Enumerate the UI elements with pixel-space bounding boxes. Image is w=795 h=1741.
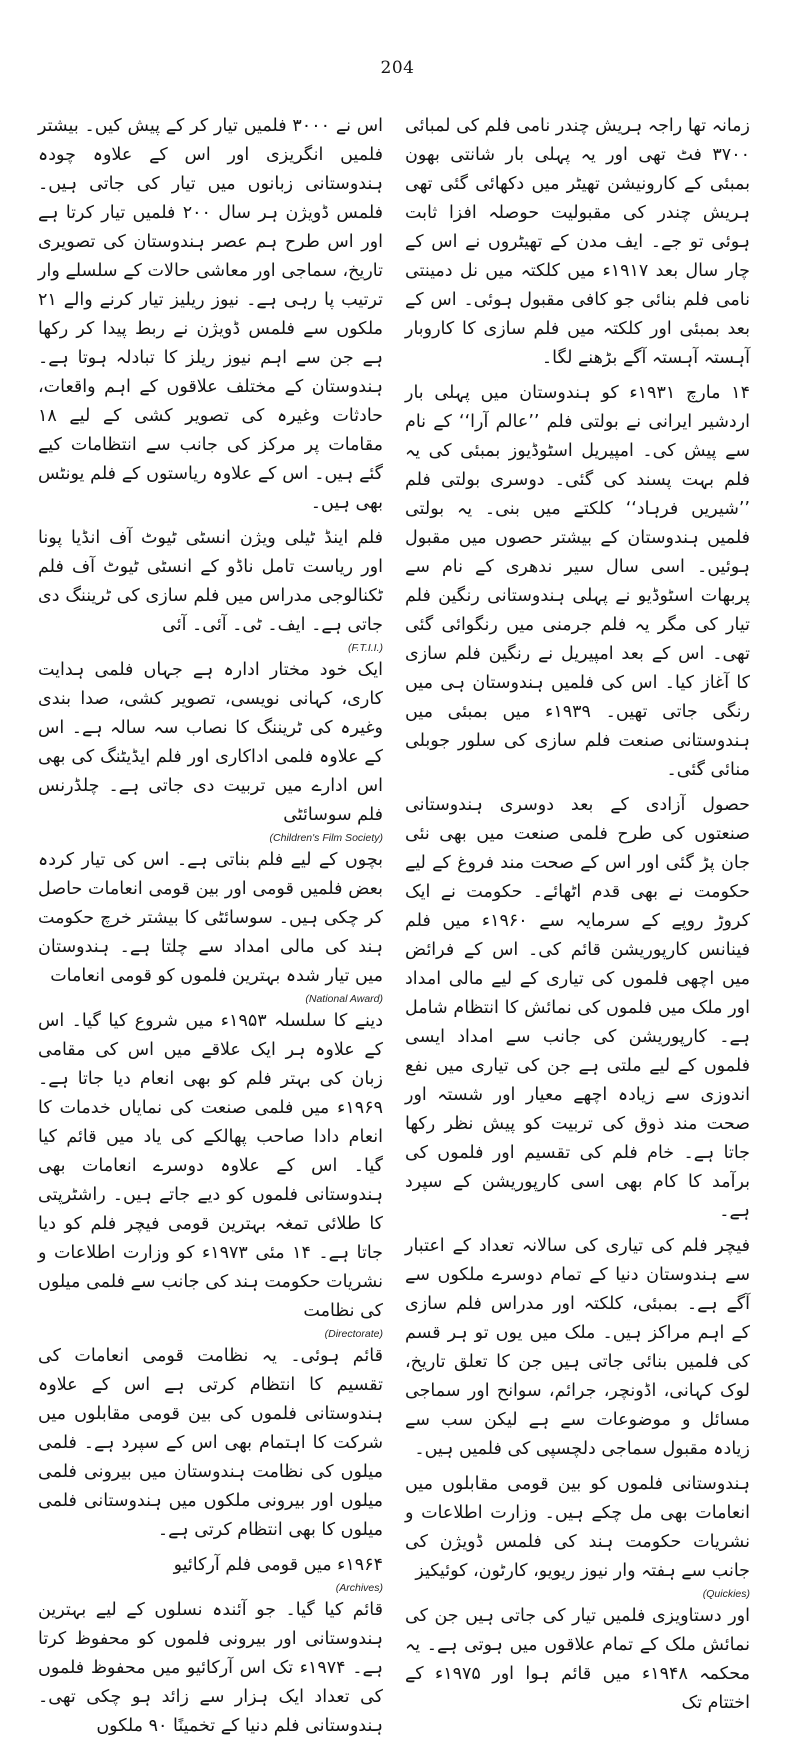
page-number: 204 (380, 58, 415, 78)
gloss-national-award: (National Award) (305, 993, 383, 1005)
gloss-childrens-film-society: (Children's Film Society) (269, 832, 383, 844)
left-column (38, 112, 383, 1736)
paragraph: حصول آزادی کے بعد دوسری ہندوستانی صنعتوں کی طرح فلمی صنعت میں بھی نئی جان پڑ گئی اور اس کے صحت مند فروغ کے لیے حکومت نے بھی قدم اٹھائے۔ حکومت نے ایک کروڑ روپے کے سرمایہ سے ۱۹۶۰ء میں فلم فینانس کارپوریشن قائم کی۔ اس کے فرائض میں اچھی فلموں کی تیاری کے لیے مالی امداد اور ملک میں فلموں کی نمائش کا انتظام شامل ہے۔ کارپوریشن کی جانب سے امداد ایسی فلموں کے لیے ملتی ہے جن کی تیاری میں نفع اندوزی سے زیادہ اچھے معیار اور شستہ اور صحت مند ذوق کی تربیت کو پیش نظر رکھا جاتا ہے۔ خام فلم کی تقسیم اور فلموں کی برآمد کا کام بھی اسی کارپوریشن کے سپرد ہے۔ (405, 795, 750, 1221)
gloss-directorate: (Directorate) (324, 1328, 383, 1340)
paragraph: اور دستاویزی فلمیں تیار کی جاتی ہیں جن کی نمائش ملک کے تمام علاقوں میں ہوتی ہے۔ یہ محکمہ ۱۹۴۸ء میں قائم ہوا اور ۱۹۷۵ء کے اختتام تک (405, 1606, 750, 1713)
paragraph: دینے کا سلسلہ ۱۹۵۳ء میں شروع کیا گیا۔ اس کے علاوہ ہر ایک علاقے میں اس کی مقامی زبان کی بہتر فلم کو بھی انعام دیا جاتا ہے۔ ۱۹۶۹ء میں فلمی صنعت کی نمایاں خدمات کا انعام دادا صاحب پھالکے کی یاد میں قائم کیا گیا۔ اس کے علاوہ دوسرے انعامات بھی ہندوستانی فلموں کو دیے جاتے ہیں۔ راشٹرپتی کا طلائی تمغہ بہترین قومی فیچر فلم کو دیا جاتا ہے۔ ۱۴ مئی ۱۹۷۳ء کو وزارت اطلاعات و نشریات حکومت ہند کی جانب سے فلمی میلوں کی نظامت (38, 1011, 383, 1321)
right-column (405, 112, 751, 1713)
gloss-quickies: (Quickies) (702, 1588, 750, 1600)
paragraph: ہندوستانی فلموں کو بین قومی مقابلوں میں انعامات بھی مل چکے ہیں۔ وزارت اطلاعات و نشریات حکومت ہند کی فلمس ڈویژن کی جانب سے ہفتہ وار نیوز ریویو، کارٹون، کوئیکیز (405, 1474, 750, 1581)
paragraph: فیچر فلم کی تیاری کی سالانہ تعداد کے اعتبار سے ہندوستان دنیا کے تمام دوسرے ملکوں سے آگے ہے۔ بمبئی، کلکتہ اور مدراس فلم سازی کے اہم مراکز ہیں۔ ملک میں یوں تو ہر قسم کی فلمیں بنائی جاتی ہیں جن کا تعلق تاریخ، لوک کہانی، اڈونچر، جرائم، سوانح اور سماجی مسائل و موضوعات سے ہے لیکن سب سے زیادہ مقبول سماجی دلچسپی کی فلمیں ہیں۔ (405, 1236, 750, 1459)
paragraph: ۱۹۶۴ء میں قومی فلم آرکائیو (173, 1555, 383, 1575)
paragraph: قائم ہوئی۔ یہ نظامت قومی انعامات کی تقسیم کا انتظام کرتی ہے اس کے علاوہ ہندوستانی فلموں کی بین قومی مقابلوں میں شرکت کا اہتمام بھی اس کے سپرد ہے۔ فلمی میلوں کی نظامت ہندوستان میں بیرونی فلمی میلوں اور بیرونی ملکوں میں ہندوستانی فلمی میلوں کا بھی انتظام کرتی ہے۔ (38, 1346, 383, 1540)
paragraph: قائم کیا گیا۔ جو آئندہ نسلوں کے لیے بہترین ہندوستانی اور بیرونی فلموں کو محفوظ کرتا ہے۔ ۱۹۷۴ء تک اس آرکائیو میں محفوظ فلموں کی تعداد ایک ہزار سے زائد ہو چکی تھی۔ ہندوستانی فلم دنیا کے تخمینًا ۹۰ ملکوں (38, 1600, 383, 1736)
paragraph: بچوں کے لیے فلم بناتی ہے۔ اس کی تیار کردہ بعض فلمیں قومی اور بین قومی انعامات حاصل کر چکی ہیں۔ سوسائٹی کا بیشتر خرچ حکومت ہند کی مالی امداد سے چلتا ہے۔ ہندوستان میں تیار شدہ بہترین فلموں کو قومی انعامات (38, 850, 383, 986)
paragraph: ایک خود مختار ادارہ ہے جہاں فلمی ہدایت کاری، کہانی نویسی، تصویر کشی، صدا بندی وغیرہ کی ٹریننگ کا نصاب سہ سالہ ہے۔ اس کے علاوہ فلمی اداکاری اور فلم ایڈیٹنگ کی بھی اس ادارے میں تربیت دی جاتی ہے۔ چلڈرنس فلم سوسائٹی (38, 660, 383, 825)
paragraph: زمانہ تھا راجہ ہریش چندر نامی فلم کی لمبائی ۳۷۰۰ فٹ تھی اور یہ پہلی بار شانتی بھون بمبئی کے کارونیشن تھیٹر میں دکھائی گئی تھی ہریش چندر کی مقبولیت حوصلہ افزا ثابت ہوئی تو جے۔ ایف مدن کے تھیٹروں نے اس کے چار سال بعد ۱۹۱۷ء میں کلکتہ میں نل دمینتی نامی فلم بنائی جو کافی مقبول ہوئی۔ اس کے بعد بمبئی اور کلکتہ میں فلم سازی کا کاروبار آہستہ آہستہ آگے بڑھنے لگا۔ (405, 116, 751, 368)
gloss-ftii: (F.T.I.I.) (347, 642, 383, 654)
paragraph: فلم اینڈ ٹیلی ویژن انسٹی ٹیوٹ آف انڈیا پونا اور ریاست تامل ناڈو کے انسٹی ٹیوٹ آف فلم ٹکنالوجی مدراس میں فلم سازی کی ٹریننگ دی جاتی ہے۔ ایف۔ ٹی۔ آئی۔ آئی (38, 528, 383, 635)
gloss-archives: (Archives) (335, 1582, 383, 1594)
paragraph: اس نے ۳۰۰۰ فلمیں تیار کر کے پیش کیں۔ بیشتر فلمیں انگریزی اور اس کے علاوہ چودہ ہندوستانی زبانوں میں تیار کی جاتی ہیں۔ فلمس ڈویژن ہر سال ۲۰۰ فلمیں تیار کرتا ہے اور اس طرح ہم عصر ہندوستان کی تصویری تاریخ، سماجی اور معاشی حالات کے سلسلے وار ترتیب پا رہی ہے۔ نیوز ریلیز تیار کرنے والے ۲۱ ملکوں سے فلمس ڈویژن نے ربط پیدا کر رکھا ہے جن سے اہم نیوز ریلز کا تبادلہ ہوتا ہے۔ ہندوستان کے مختلف علاقوں کے اہم واقعات، حادثات وغیرہ کی تصویر کشی کے لیے ۱۸ مقامات پر مرکز کی جانب سے انتظامات کیے گئے ہیں۔ اس کے علاوہ ریاستوں کے فلم یونٹس بھی ہیں۔ (38, 116, 383, 513)
paragraph: ۱۴ مارچ ۱۹۳۱ء کو ہندوستان میں پہلی بار اردشیر ایرانی نے بولتی فلم ’’عالم آرا‘‘ کے نام سے پیش کی۔ امپیریل اسٹوڈیوز بمبئی کی یہ فلم بہت پسند کی گئی۔ دوسری بولتی فلم ’’شیریں فرہاد‘‘ کلکتے میں بنی۔ یہ بولتی فلمیں ہندوستان کے بیشتر حصوں میں مقبول ہوئیں۔ اسی سال سیر ندھری کے نام سے پربھات اسٹوڈیو نے پہلی ہندوستانی رنگین فلم تیار کی مگر یہ فلم جرمنی میں رنگوائی گئی تھی۔ اس کے بعد امپیریل نے رنگین فلم سازی کا آغاز کیا۔ اس کی فلمیں ہندوستان ہی میں رنگی جاتی تھیں۔ ۱۹۳۹ء میں بمبئی میں ہندوستانی صنعت فلم سازی کی سلور جوبلی منائی گئی۔ (405, 383, 750, 780)
